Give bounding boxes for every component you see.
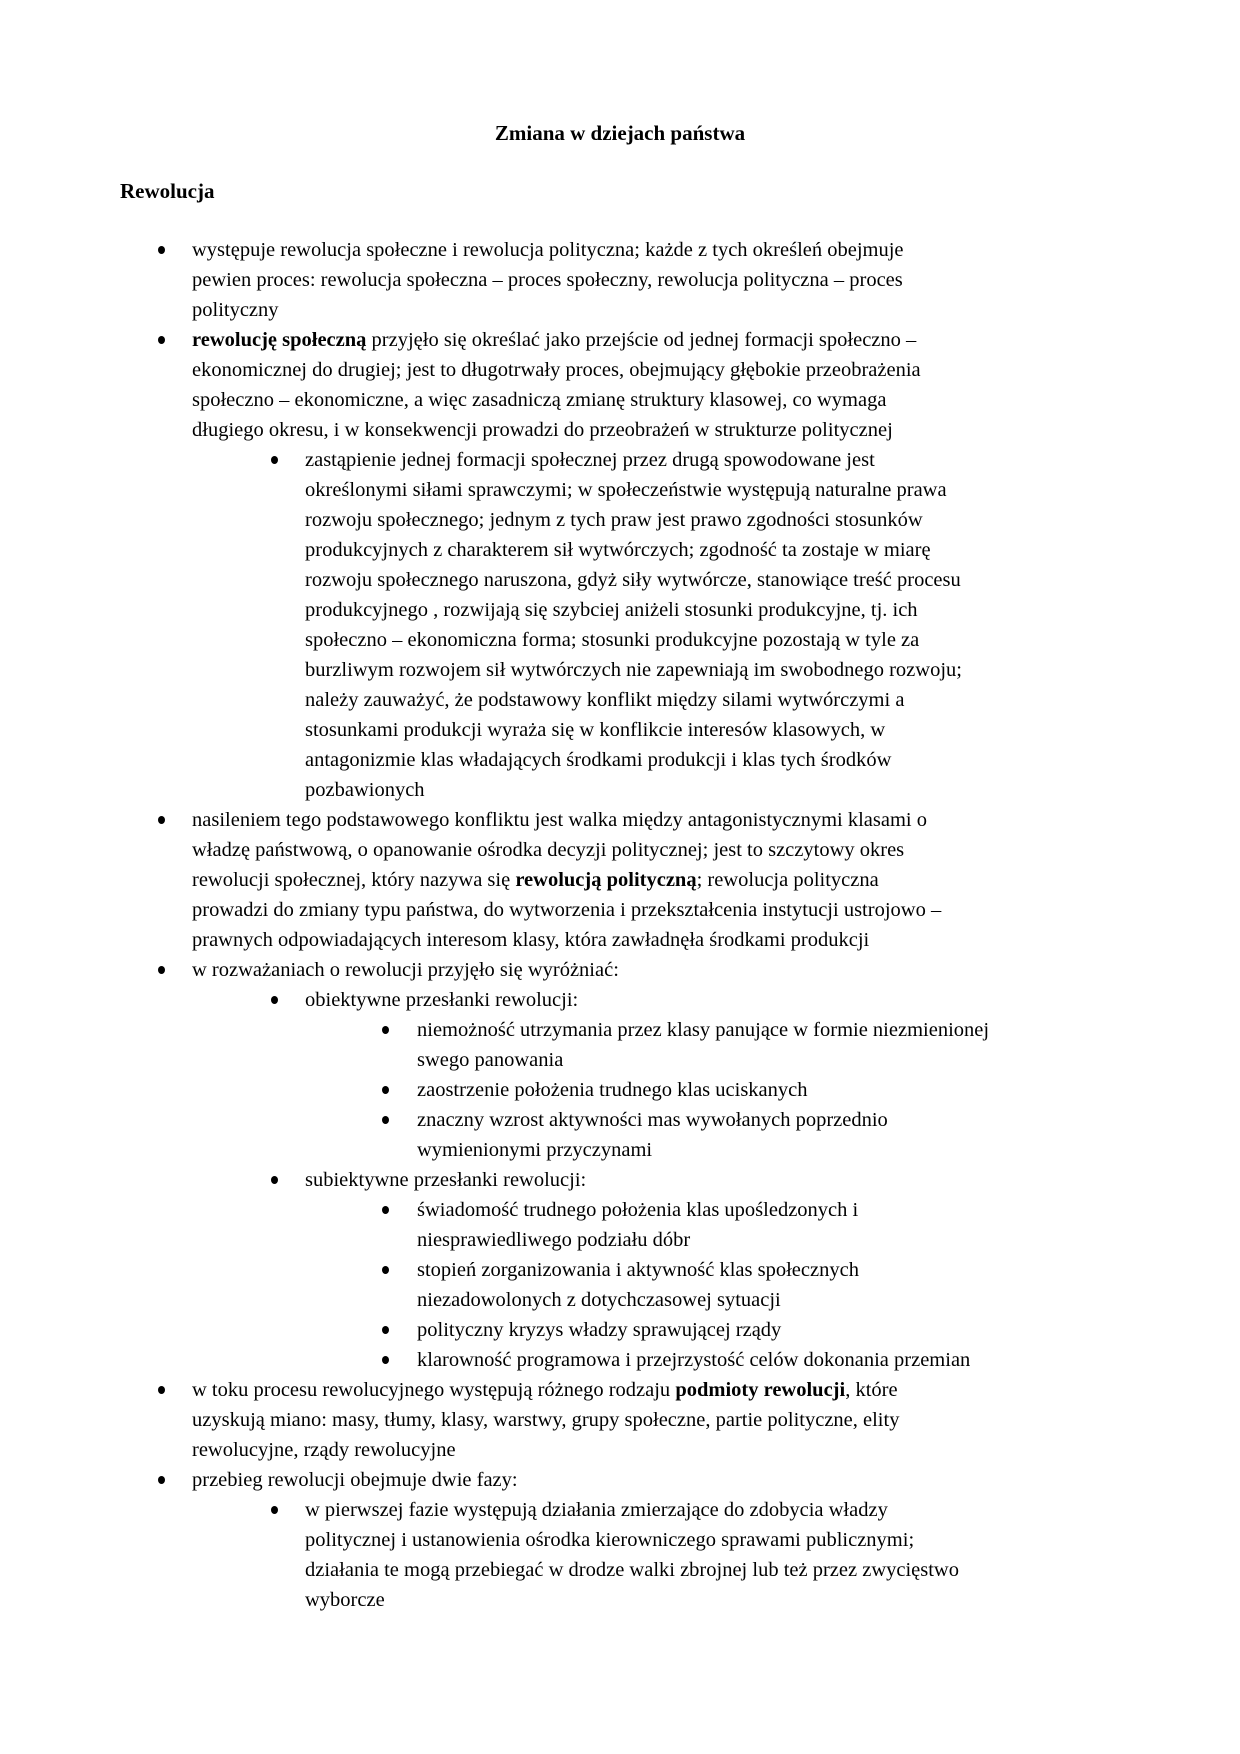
text-line — [0, 655, 1240, 685]
list-item — [0, 1075, 1240, 1105]
bullet-icon — [382, 1116, 389, 1124]
text-segment: rozwoju społecznego naruszona, gdyż siły wytwórcze, stanowiące treść procesu — [305, 569, 961, 591]
text-segment: władzę państwową, o opanowanie ośrodka decyzji politycznej; jest to szczytowy okres — [192, 839, 905, 861]
text-line — [0, 1105, 1240, 1135]
text-segment: stosunkami produkcji wyraża się w konflikcie interesów klasowych, w — [305, 719, 886, 741]
text-segment: stopień zorganizowania i aktywność klas społecznych — [417, 1259, 859, 1281]
text-line — [0, 835, 1240, 865]
list-item — [0, 1315, 1240, 1345]
text-line — [0, 535, 1240, 565]
list-item — [0, 1105, 1240, 1165]
text-line — [0, 1075, 1240, 1105]
text-line — [0, 265, 1240, 295]
text-segment: ekonomicznej do drugiej; jest to długotrwały proces, obejmujący głębokie przeobrażenia — [192, 359, 921, 381]
text-segment: w pierwszej fazie występują działania zmierzające do zdobycia władzy — [305, 1499, 888, 1521]
list-item — [0, 1345, 1240, 1375]
text-line — [0, 1045, 1240, 1075]
list-item — [0, 1165, 1240, 1195]
text-segment: należy zauważyć, że podstawowy konflikt między silami wytwórczymi a — [305, 689, 905, 711]
text-line — [0, 775, 1240, 805]
text-segment: produkcyjnych z charakterem sił wytwórczych; zgodność ta zostaje w miarę — [305, 539, 931, 561]
text-line — [0, 1255, 1240, 1285]
list-item — [0, 1015, 1240, 1075]
text-line — [0, 1225, 1240, 1255]
text-line — [0, 1525, 1240, 1555]
list-item — [0, 325, 1240, 445]
text-segment: społeczno – ekonomiczne, a więc zasadniczą zmianę struktury klasowej, co wymaga — [192, 389, 887, 411]
text-line — [0, 925, 1240, 955]
text-segment: politycznej i ustanowienia ośrodka kierowniczego sprawami publicznymi; — [305, 1529, 915, 1551]
list-item — [0, 1495, 1240, 1615]
bold-term: rewolucją polityczną — [515, 869, 697, 891]
text-line — [0, 1315, 1240, 1345]
bullet-icon — [271, 1176, 278, 1184]
text-line — [0, 595, 1240, 625]
text-line — [0, 715, 1240, 745]
list-item — [0, 1195, 1240, 1255]
text-line — [0, 415, 1240, 445]
text-line — [0, 1345, 1240, 1375]
text-line — [0, 1405, 1240, 1435]
bullet-icon — [382, 1266, 389, 1274]
bullet-icon — [382, 1356, 389, 1364]
text-line — [0, 865, 1240, 895]
text-segment: znaczny wzrost aktywności mas wywołanych poprzednio — [417, 1109, 888, 1131]
bold-term: podmioty rewolucji — [675, 1379, 846, 1401]
list-item — [0, 1375, 1240, 1465]
bullet-icon — [382, 1026, 389, 1034]
text-line — [0, 955, 1240, 985]
text-segment: swego panowania — [417, 1049, 564, 1071]
text-segment: w rozważaniach o rewolucji przyjęło się wyróżniać: — [192, 959, 619, 981]
text-segment: długiego okresu, i w konsekwencji prowadzi do przeobrażeń w strukturze politycznej — [192, 419, 893, 441]
text-line — [0, 475, 1240, 505]
text-segment: pewien proces: rewolucja społeczna – proces społeczny, rewolucja polityczna – proces — [192, 269, 903, 291]
document-title: Zmiana w dziejach państwa — [494, 121, 746, 145]
text-line — [0, 1555, 1240, 1585]
text-line — [0, 1495, 1240, 1525]
bullet-icon — [158, 246, 165, 254]
text-segment: polityczny kryzys władzy sprawującej rządy — [417, 1319, 782, 1341]
text-segment: polityczny — [192, 299, 279, 321]
text-line — [0, 565, 1240, 595]
text-line — [0, 355, 1240, 385]
text-segment: , które — [845, 1379, 898, 1401]
text-segment: antagonizmie klas władających środkami produkcji i klas tych środków — [305, 749, 892, 771]
bullet-icon — [382, 1086, 389, 1094]
text-line — [0, 1015, 1240, 1045]
text-segment: klarowność programowa i przejrzystość celów dokonania przemian — [417, 1349, 971, 1371]
text-line — [0, 385, 1240, 415]
list-item — [0, 1255, 1240, 1315]
text-segment: pozbawionych — [305, 779, 425, 801]
text-segment: określonymi siłami sprawczymi; w społeczeństwie występują naturalne prawa — [305, 479, 947, 501]
text-line — [0, 235, 1240, 265]
text-segment: ; rewolucja polityczna — [696, 869, 879, 891]
text-line — [0, 745, 1240, 775]
text-segment: niezadowolonych z dotychczasowej sytuacji — [417, 1289, 781, 1311]
text-segment: rewolucyjne, rządy rewolucyjne — [192, 1439, 456, 1461]
bullet-icon — [158, 816, 165, 824]
bullet-icon — [382, 1206, 389, 1214]
text-segment: wyborcze — [305, 1589, 385, 1611]
text-segment: rewolucji społecznej, który nazywa się — [192, 869, 516, 891]
text-line — [0, 1135, 1240, 1165]
text-segment: subiektywne przesłanki rewolucji: — [305, 1169, 587, 1191]
bullet-icon — [271, 1506, 278, 1514]
text-segment: społeczno – ekonomiczna forma; stosunki produkcyjne pozostają w tyle za — [305, 629, 920, 651]
list-item — [0, 985, 1240, 1015]
list-item — [0, 955, 1240, 985]
text-line — [0, 895, 1240, 925]
bullet-icon — [271, 456, 278, 464]
text-segment: prawnych odpowiadających interesom klasy, która zawładnęła środkami produkcji — [192, 929, 870, 951]
text-line — [0, 1375, 1240, 1405]
list-item — [0, 805, 1240, 955]
text-segment: burzliwym rozwojem sił wytwórczych nie zapewniają im swobodnego rozwoju; — [305, 659, 962, 681]
bullet-icon — [271, 996, 278, 1004]
text-segment: w toku procesu rewolucyjnego występują różnego rodzaju — [192, 1379, 676, 1401]
text-segment: wymienionymi przyczynami — [417, 1139, 653, 1161]
bullet-icon — [382, 1326, 389, 1334]
text-segment: obiektywne przesłanki rewolucji: — [305, 989, 579, 1011]
text-segment: nasileniem tego podstawowego konfliktu jest walka między antagonistycznymi klasami o — [192, 809, 927, 831]
list-item — [0, 445, 1240, 805]
bullet-list — [0, 235, 1240, 1615]
text-segment: uzyskują miano: masy, tłumy, klasy, warstwy, grupy społeczne, partie polityczne, elity — [192, 1409, 900, 1431]
text-segment: rozwoju społecznego; jednym z tych praw jest prawo zgodności stosunków — [305, 509, 923, 531]
text-line — [0, 325, 1240, 355]
text-line — [0, 1165, 1240, 1195]
text-line — [0, 505, 1240, 535]
list-item — [0, 235, 1240, 325]
text-segment: występuje rewolucja społeczne i rewolucja polityczna; każde z tych określeń obejmuje — [192, 239, 904, 261]
bullet-icon — [158, 1386, 165, 1394]
text-line — [0, 625, 1240, 655]
text-line — [0, 1435, 1240, 1465]
text-segment: zastąpienie jednej formacji społecznej przez drugą spowodowane jest — [305, 449, 875, 471]
text-line — [0, 985, 1240, 1015]
bullet-icon — [158, 336, 165, 344]
text-segment: niemożność utrzymania przez klasy panujące w formie niezmienionej — [417, 1019, 990, 1041]
text-line — [0, 1195, 1240, 1225]
text-segment: przebieg rewolucji obejmuje dwie fazy: — [192, 1469, 518, 1491]
text-segment: działania te mogą przebiegać w drodze walki zbrojnej lub też przez zwycięstwo — [305, 1559, 959, 1581]
text-line — [0, 1285, 1240, 1315]
text-segment: niesprawiedliwego podziału dóbr — [417, 1229, 691, 1251]
bold-term: rewolucję społeczną — [192, 329, 367, 351]
list-item — [0, 1465, 1240, 1495]
text-segment: zaostrzenie położenia trudnego klas uciskanych — [417, 1079, 808, 1101]
text-segment: przyjęło się określać jako przejście od jednej formacji społeczno – — [366, 329, 917, 351]
text-segment: produkcyjnego , rozwijają się szybciej aniżeli stosunki produkcyjne, tj. ich — [305, 599, 918, 621]
text-line — [0, 685, 1240, 715]
bullet-icon — [158, 1476, 165, 1484]
text-line — [0, 445, 1240, 475]
text-segment: świadomość trudnego położenia klas upośledzonych i — [417, 1199, 859, 1221]
text-segment: prowadzi do zmiany typu państwa, do wytworzenia i przekształcenia instytucji ustrojowo – — [192, 899, 942, 921]
bullet-icon — [158, 966, 165, 974]
text-line — [0, 805, 1240, 835]
text-line — [0, 295, 1240, 325]
text-line — [0, 1465, 1240, 1495]
section-heading: Rewolucja — [120, 179, 215, 203]
text-line — [0, 1585, 1240, 1615]
